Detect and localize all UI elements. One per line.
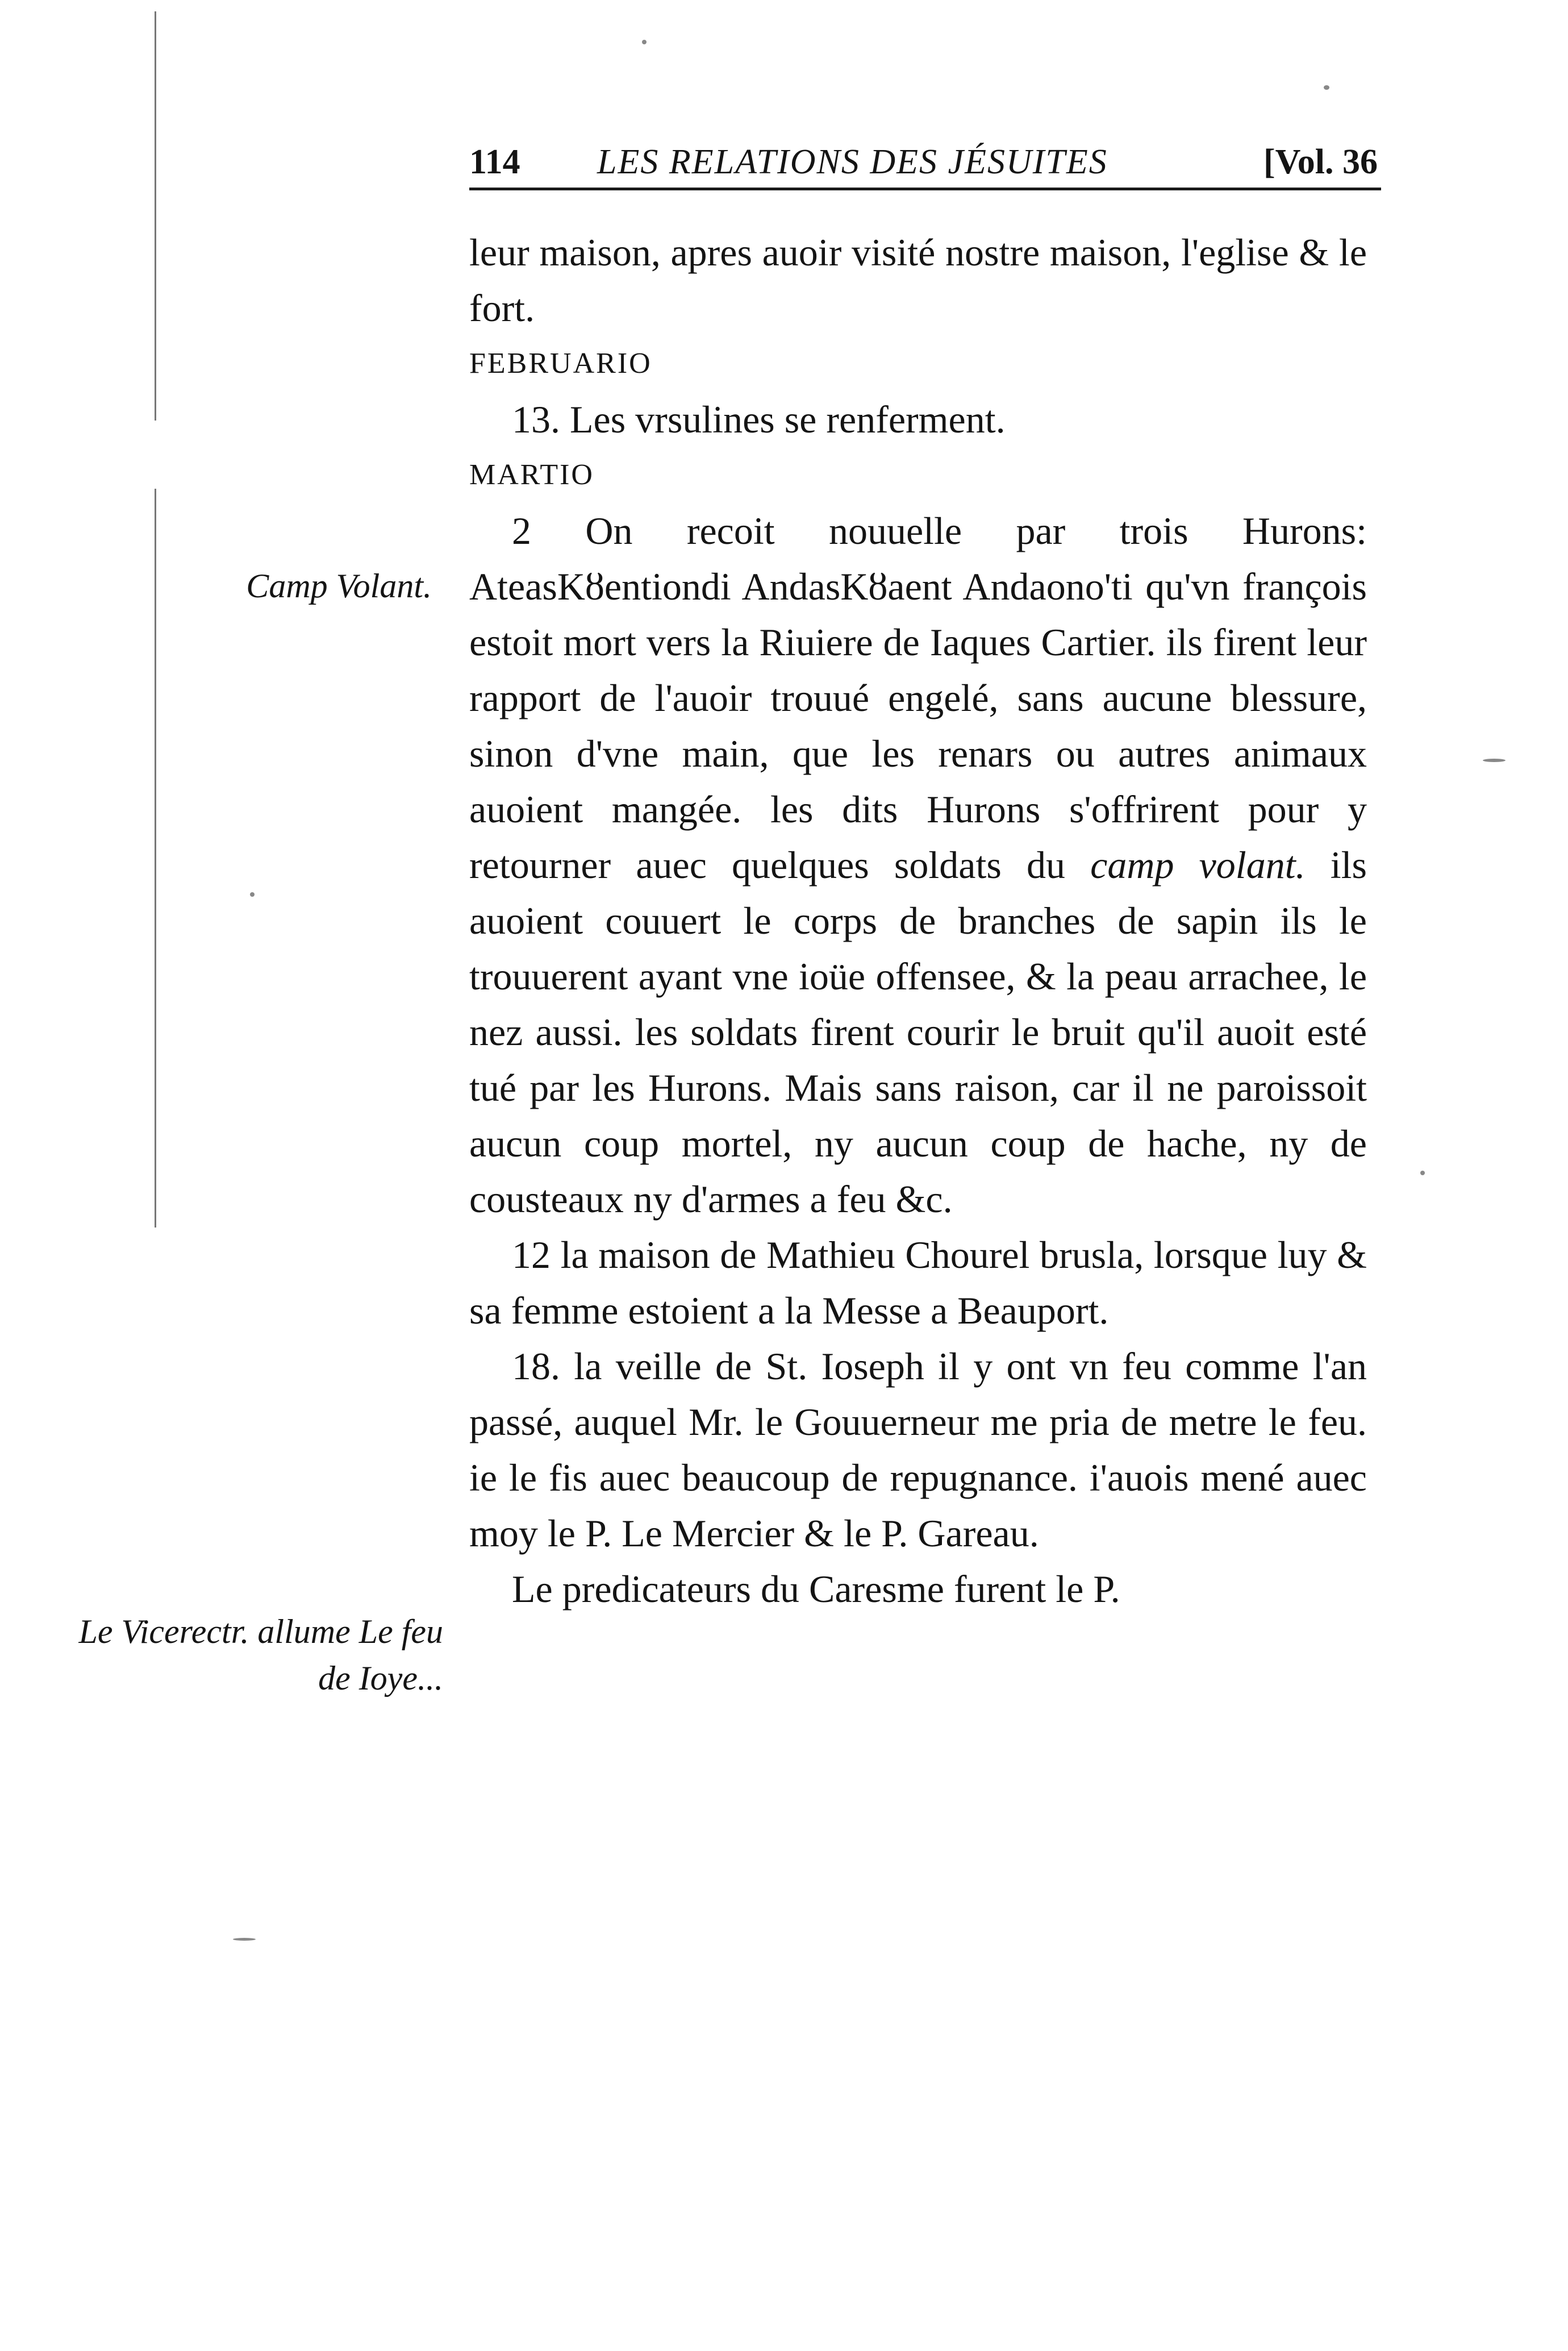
main-text [469, 224, 1367, 1617]
margin-rule [155, 11, 156, 421]
paragraph-last: Le predicateurs du Caresme furent le P. [512, 1567, 1120, 1611]
heading-februario: FEBRUARIO [469, 347, 652, 380]
paragraph-2-text: 2 On recoit nouuelle par trois Hurons: AteasKȣentiondi AndasKȣaent Andaono'ti qu'vn françois estoit mort vers la Riuiere de Iaques Cartier. ils firent leur rapport de l'auoir trouué engelé, sans aucune blessure, sinon d'vne main, que les renars ou autres animaux auoient mangée. les dits Hurons s'offrirent pour y retourner auec quelques soldats du [469, 509, 1367, 887]
paragraph-2-rest: ils auoient couuert le corps de branches de sapin ils le trouuerent ayant vne ioüe offensee, & la peau arrachee, le nez aussi. les soldats firent courir le bruit qu'il auoit esté tué par les Hurons. Mais sans raison, car il ne paroissoit aucun coup mortel, ny aucun coup de hache, ny de cousteaux ny d'armes a feu &c. [469, 843, 1367, 1221]
heading-martio: MARTIO [469, 459, 594, 491]
speck [642, 40, 647, 44]
speck [1483, 759, 1506, 762]
speck [1420, 1171, 1425, 1175]
volume-label: [Vol. 36 [1263, 143, 1378, 181]
speck [233, 1938, 256, 1941]
paragraph-continuation: leur maison, apres auoir visité nostre maison, l'eglise & le fort. [469, 231, 1367, 330]
page-number: 114 [469, 143, 520, 181]
paragraph-2 [469, 503, 1367, 1227]
speck [250, 892, 255, 897]
page-header [469, 136, 1381, 190]
paragraph-13: 13. Les vrsulines se renferment. [512, 398, 1006, 441]
margin-note-feu-de-ioye: Le Vicerectr. allume Le feu de Ioye... [78, 1613, 443, 1697]
paragraph-12: 12 la maison de Mathieu Chourel brusla, lorsque luy & sa femme estoient a la Messe a Beauport. [469, 1233, 1367, 1332]
camp-volant-phrase: camp volant. [1090, 843, 1306, 887]
running-title: LES RELATIONS DES JÉSUITES [597, 143, 1108, 181]
margin-note-camp-volant: Camp Volant. [246, 567, 432, 605]
speck [1324, 85, 1329, 90]
paragraph-18: 18. la veille de St. Ioseph il y ont vn feu comme l'an passé, auquel Mr. le Gouuerneur me pria de metre le feu. ie le fis auec beaucoup de repugnance. i'auois mené auec moy le P. Le Mercier & le P. Gareau. [469, 1345, 1367, 1555]
